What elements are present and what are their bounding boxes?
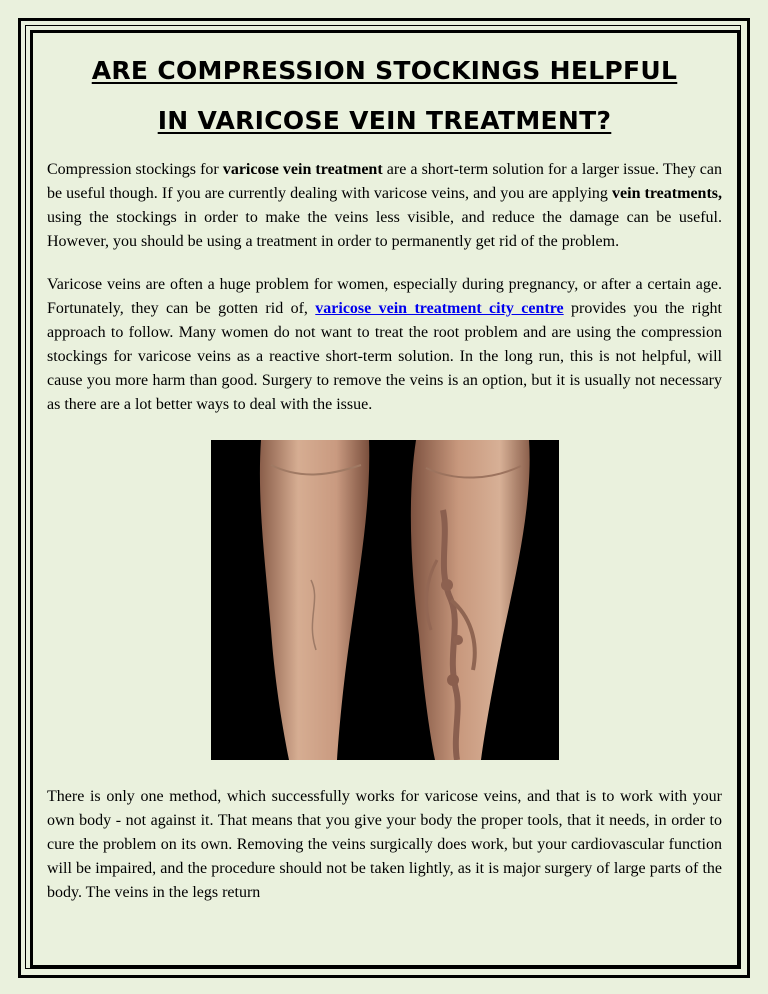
- paragraph-2: [47, 273, 722, 417]
- document-body: [47, 46, 722, 924]
- varicose-vein-treatment-link[interactable]: varicose vein treatment city centre: [315, 300, 564, 317]
- bold-phrase-varicose-vein-treatment: varicose vein treatment: [222, 161, 383, 178]
- document-title: [47, 46, 722, 146]
- paragraph-1-text-a: Compression stockings for: [47, 161, 223, 178]
- bold-phrase-vein-treatments: vein treatments,: [612, 185, 722, 202]
- legs-illustration: [211, 440, 559, 760]
- paragraph-3: There is only one method, which successfully works for varicose veins, and that is to work with your own body - not against it. That means that you give your body the proper tools, that it needs, in order to cure the problem on its own. Removing the veins surgically does work, but your cardiovascular function will be impaired, and the procedure should not be taken lightly, as it is major surgery of large parts of the body. The veins in the legs return: [47, 788, 722, 901]
- legs-varicose-veins-image: [211, 440, 559, 760]
- paragraph-1: [47, 158, 722, 254]
- title-line-2: IN VARICOSE VEIN TREATMENT?: [157, 106, 612, 135]
- paragraph-2-text-b: provides you the right approach to follow. Many women do not want to treat the root problem and are using the compression stockings for varicose veins as a reactive short-term solution. In the long run, this is not helpful, will cause you more harm than good. Surgery to remove the veins is an option, but it is usually not necessary as there are a lot better ways to deal with the issue.: [47, 300, 722, 413]
- paragraph-1-text-c: using the stockings in order to make the veins less visible, and reduce the damage can be useful. However, you should be using a treatment in order to permanently get rid of the problem.: [47, 209, 722, 250]
- paragraph-2-text-a: Varicose veins are often a huge problem for women, especially during pregnancy, or after a certain age. Fortunately, they can be gotten rid of,: [47, 276, 722, 317]
- paragraph-1-text-b: are a short-term solution for a larger issue. They can be useful though. If you are currently dealing with varicose veins, and you are applying: [47, 161, 723, 202]
- title-line-1: ARE COMPRESSION STOCKINGS HELPFUL: [91, 56, 678, 85]
